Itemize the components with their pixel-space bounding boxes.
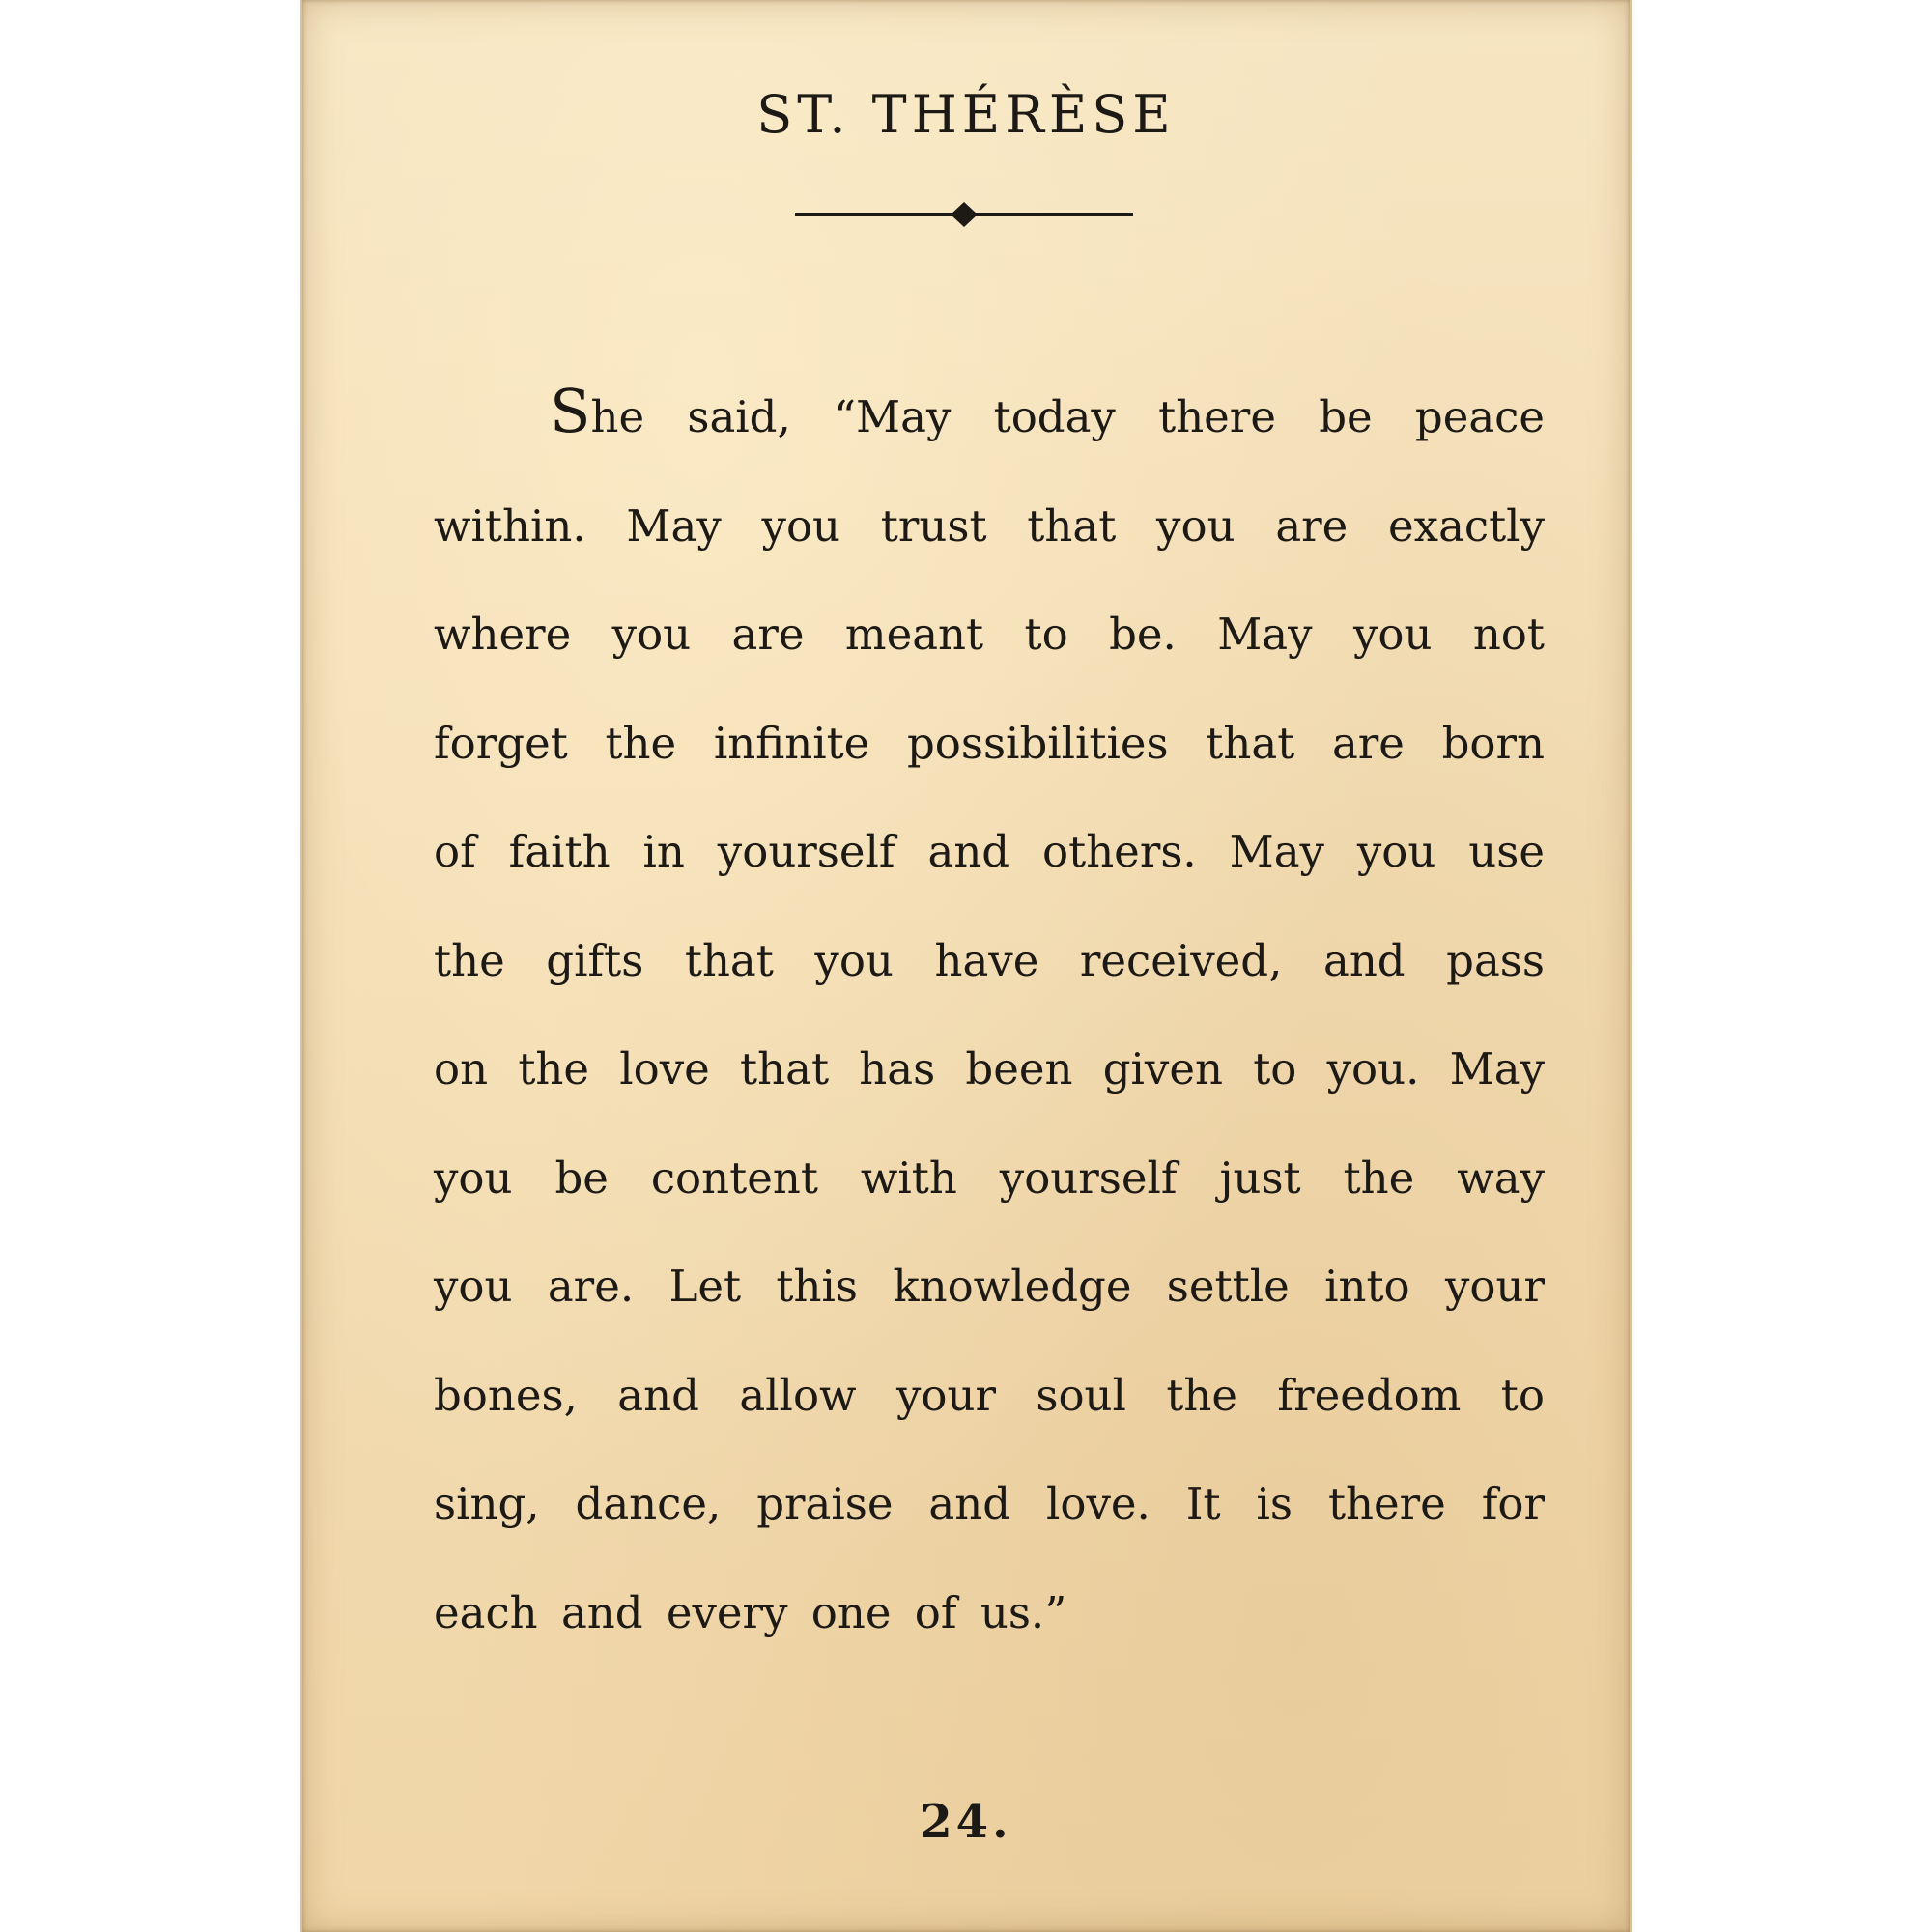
text-line-9: you are. Let this knowledge settle into your: [434, 1261, 1545, 1312]
text-line-1: [434, 363, 1545, 472]
text-line-5: of faith in yourself and others. May you use: [434, 826, 1545, 877]
text-line-4: forget the infinite possibilities that are born: [434, 717, 1545, 769]
text-line-6: the gifts that you have received, and pass: [434, 934, 1545, 986]
quote-text: [434, 363, 1545, 1667]
text-line-12: each and every one of us.”: [434, 1586, 1067, 1638]
text-line-8: you be content with yourself just the way: [434, 1151, 1545, 1204]
text-line-10: bones, and allow your soul the freedom to: [434, 1369, 1545, 1421]
text-line-3: where you are meant to be. May you not: [434, 609, 1545, 660]
divider-ornament: [795, 199, 1133, 230]
book-page: [300, 0, 1632, 1932]
text-line-11: sing, dance, praise and love. It is there for: [434, 1478, 1545, 1529]
text-line-2: within. May you trust that you are exactly: [434, 499, 1545, 552]
page-number: 24.: [920, 1795, 1012, 1849]
drop-cap: S: [550, 376, 591, 446]
page-title: ST. THÉRÈSE: [756, 84, 1176, 145]
text-line-7: on the love that has been given to you. May: [434, 1043, 1545, 1094]
text-line-1-rest: he said, “May today there be peace: [590, 391, 1545, 442]
